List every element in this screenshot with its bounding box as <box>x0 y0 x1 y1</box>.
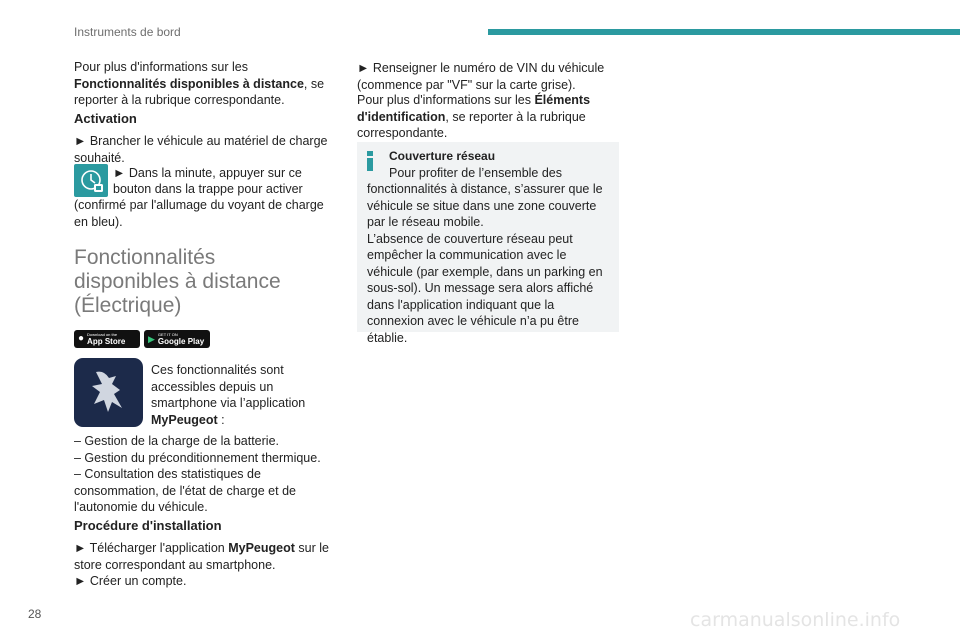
install-step-1: ► Télécharger l'application MyPeugeot sur le store correspondant au smartphone. <box>74 541 329 572</box>
activation-step-2c: (confirmé par l'allumage du voyant de charge en bleu). <box>74 198 324 229</box>
google-play-badge[interactable]: ▶ GET IT ON Google Play <box>144 330 210 348</box>
header-title: Instruments de bord <box>74 25 181 39</box>
watermark: carmanualsonline.info <box>690 609 901 631</box>
info-box-network <box>357 142 619 345</box>
list-item: – Gestion de la charge de la batterie. <box>74 434 279 448</box>
info-icon <box>367 151 373 171</box>
app-description: Ces fonctionnalités sont accessibles depuis un smartphone via l’application MyPeugeot : <box>151 363 306 427</box>
info-line: Pour profiter de l’ensemble des <box>389 165 563 180</box>
identification-paragraph: Pour plus d'informations sur les Éléments d'identification, se reporter à la rubrique correspondante. <box>357 93 591 140</box>
activation-step-2b: bouton dans la trappe pour activer <box>113 182 303 196</box>
feature-list <box>74 433 336 516</box>
peugeot-lion-logo <box>74 358 143 427</box>
header-accent-bar <box>488 29 960 35</box>
vin-step: ► Renseigner le numéro de VIN du véhicule (commence par "VF" sur la carte grise). <box>357 61 605 92</box>
activation-step-2a: ► Dans la minute, appuyer sur ce <box>113 166 302 180</box>
activation-step-1: ► Brancher le véhicule au matériel de charge souhaité. <box>74 134 328 165</box>
section-title: Fonctionnalités disponibles à distance (Électrique) <box>74 246 281 317</box>
intro-paragraph: Pour plus d'informations sur les Fonctionnalités disponibles à distance, se reporter à la rubrique correspondante. <box>74 60 325 107</box>
info-body-2: L’absence de couverture réseau peut empêcher la communication avec le véhicule (par exemple, dans un parking en sous-sol). Un message sera alors affiché dans l'application indiquant que la connexion avec le véhicule n’a pu être établie. <box>367 231 603 345</box>
info-body: fonctionnalités à distance, s’assurer que le véhicule se situe dans une zone couverte par le réseau mobile. <box>367 182 603 229</box>
install-heading: Procédure d'installation <box>74 518 222 533</box>
list-item: – Consultation des statistiques de consommation, de l'état de charge et de l'autonomie du véhicule. <box>74 467 296 514</box>
play-icon: ▶ <box>148 333 155 344</box>
activation-heading: Activation <box>74 111 137 126</box>
apple-icon: ● <box>78 332 85 344</box>
install-step-2: ► Créer un compte. <box>74 574 187 588</box>
charge-button-icon <box>74 164 108 197</box>
list-item: – Gestion du préconditionnement thermique. <box>74 450 321 465</box>
info-title: Couverture réseau <box>389 149 496 163</box>
app-store-badge[interactable]: ● Download on the App Store <box>74 330 140 348</box>
page-number: 28 <box>28 607 42 621</box>
